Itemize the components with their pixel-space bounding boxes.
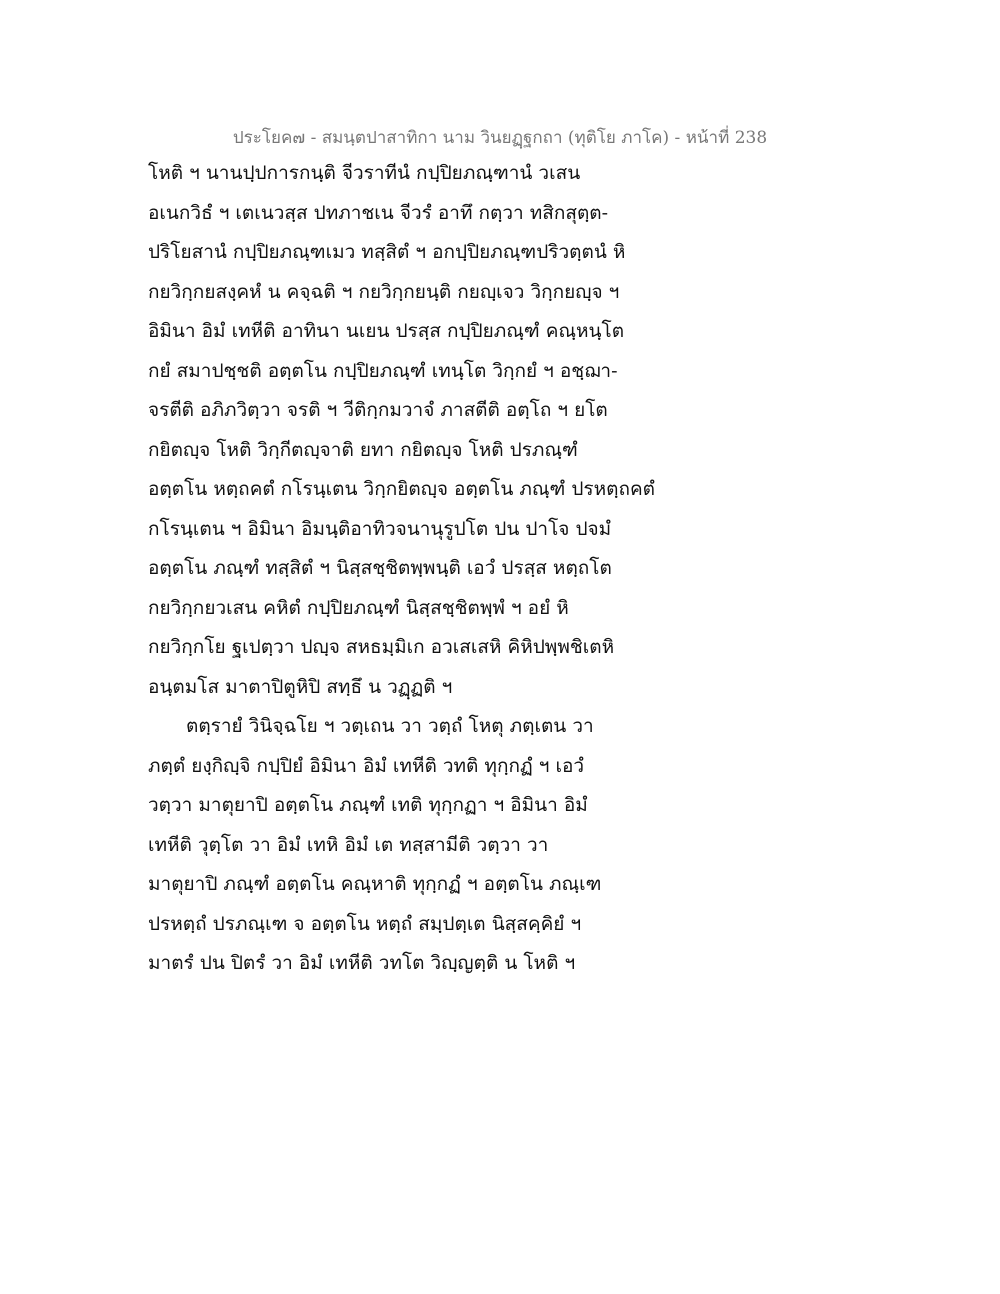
text-line: กยิตญฺจ โหติ วิกฺกีตญฺจาติ ยทา กยิตญฺจ โหติ ปรภณฺฑํ: [148, 438, 578, 461]
text-line: กโรนฺเตน ฯ อิมินา อิมนฺติอาทิวจนานุรูปโต ปน ปาโจ ปจมํ: [148, 517, 612, 540]
text-line: อตฺตโน ภณฺฑํ ทสฺสิตํ ฯ นิสฺสชฺชิตพฺพนฺติ เอวํ ปรสฺส หตฺถโต: [148, 557, 612, 579]
text-line: ปรหตฺถํ ปรภณฺเฑ จ อตฺตโน หตฺถํ สมฺปตฺเต นิสฺสคฺคิยํ ฯ: [148, 912, 582, 935]
text-line: โหติ ฯ นานปฺปการกนฺติ จีวราทีนํ กปฺปิยภณฺฑานํ วเสน: [148, 162, 581, 184]
text-line: อตฺตโน หตฺถคตํ กโรนฺเตน วิกฺกยิตญฺจ อตฺตโน ภณฺฑํ ปรหตฺถคตํ: [148, 478, 656, 500]
text-line: มาตรํ ปน ปิตรํ วา อิมํ เทหีติ วทโต วิญฺญตฺติ น โหติ ฯ: [148, 952, 576, 974]
text-line: อนฺตมโส มาตาปิตูหิปิ สทฺธึ น วฏฺฏติ ฯ: [148, 675, 453, 698]
text-line: เทหีติ วุตฺโต วา อิมํ เทหิ อิมํ เต ทสฺสามีติ วตฺวา วา: [148, 833, 549, 856]
running-header: ประโยค๗ - สมนฺตปาสาทิกา นาม วินยฏฺฐกถา (ทุติโย ภาโค) - หน้าที่ 238: [232, 128, 768, 148]
text-line: อเนกวิธํ ฯ เตเนวสฺส ปทภาชเน จีวรํ อาทึ กตฺวา ทสิกสุตฺต-: [148, 201, 609, 224]
text-line: อิมินา อิมํ เทหีติ อาทินา นเยน ปรสฺส กปฺปิยภณฺฑํ คณฺหนฺโต: [148, 320, 625, 342]
text-line: จรตีติ อภิภวิตฺวา จรติ ฯ วีติกฺกมวาจํ ภาสตีติ อตฺโถ ฯ ยโต: [148, 399, 608, 421]
text-line: กยํ สมาปชฺชติ อตฺตโน กปฺปิยภณฺฑํ เทนฺโต วิกฺกยํ ฯ อชฺฌา-: [148, 359, 618, 382]
text-line: วตฺวา มาตุยาปิ อตฺตโน ภณฺฑํ เทติ ทุกฺกฏา ฯ อิมินา อิมํ: [148, 794, 588, 816]
text-line: ภตฺตํ ยงฺกิญฺจิ กปฺปิยํ อิมินา อิมํ เทหีติ วทติ ทุกฺกฏํ ฯ เอวํ: [148, 754, 585, 777]
text-line: ปริโยสานํ กปฺปิยภณฺฑเมว ทสฺสิตํ ฯ อกปฺปิยภณฺฑปริวตฺตนํ หิ: [148, 241, 626, 263]
text-line: กยวิกฺกยสงฺคหํ น คจฺฉติ ฯ กยวิกฺกยนฺติ กยญฺเจว วิกฺกยญฺจ ฯ: [148, 280, 620, 303]
text-line: กยวิกฺกโย ฐเปตฺวา ปญฺจ สหธมฺมิเก อวเสเสหิ คิหิปพฺพชิเตหิ: [148, 636, 615, 658]
body-text: [148, 154, 848, 984]
text-line: กยวิกฺกยวเสน คหิตํ กปฺปิยภณฺฑํ นิสฺสชฺชิตพฺพํ ฯ อยํ หิ: [148, 596, 569, 619]
text-line: มาตุยาปิ ภณฺฑํ อตฺตโน คณฺหาติ ทุกฺกฏํ ฯ อตฺตโน ภณฺเฑ: [148, 873, 602, 895]
paragraph-first-line: ตตฺรายํ วินิจฺฉโย ฯ วตฺเถน วา วตฺถํ โหตุ ภตฺเตน วา: [186, 715, 594, 737]
